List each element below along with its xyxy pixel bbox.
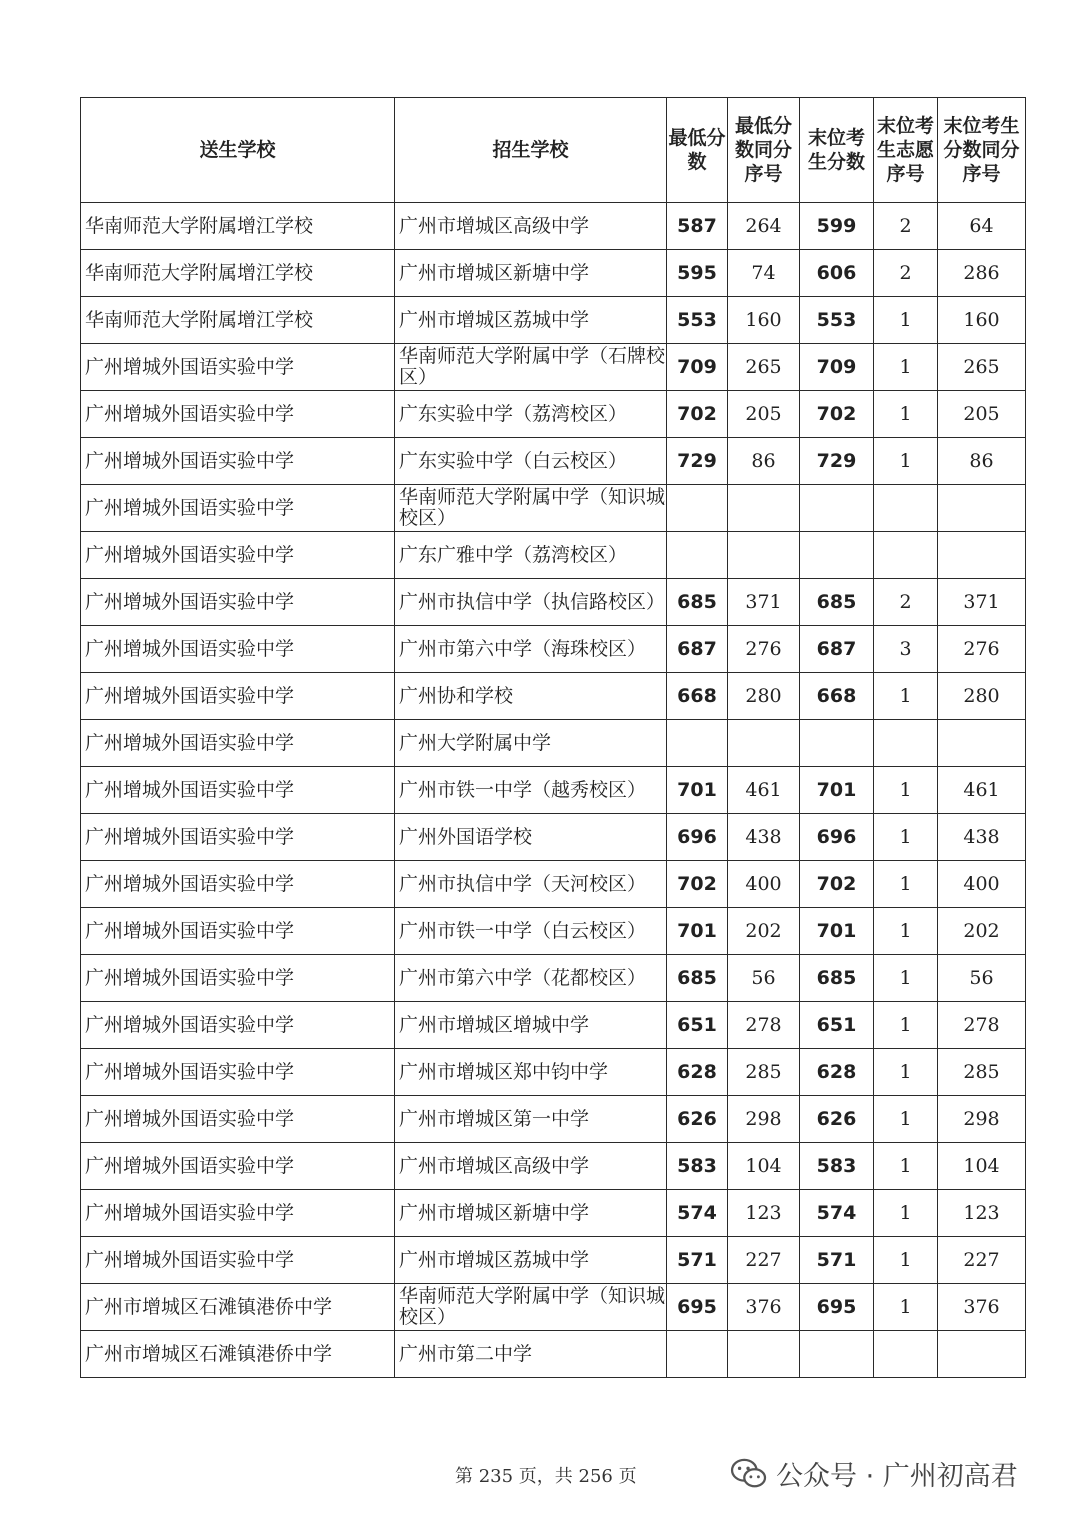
cell-last-student-choice: 1 xyxy=(874,908,938,955)
cell-sending-school: 广州增城外国语实验中学 xyxy=(81,720,395,767)
cell-last-student-tie-rank: 285 xyxy=(938,1049,1026,1096)
cell-last-student-score: 628 xyxy=(800,1049,874,1096)
cell-last-student-tie-rank: 286 xyxy=(938,250,1026,297)
cell-min-score: 587 xyxy=(667,203,728,250)
page-number: 第 235 页，共 256 页 xyxy=(455,1466,637,1487)
cell-sending-school: 广州增城外国语实验中学 xyxy=(81,1096,395,1143)
cell-last-student-choice: 1 xyxy=(874,1049,938,1096)
cell-min-score-tie-rank xyxy=(728,1331,800,1378)
cell-admitting-school: 华南师范大学附属中学（知识城校区） xyxy=(395,485,667,532)
cell-last-student-score: 701 xyxy=(800,767,874,814)
cell-min-score-tie-rank: 265 xyxy=(728,344,800,391)
header-min-score: 最低分数 xyxy=(667,98,728,203)
cell-last-student-tie-rank: 160 xyxy=(938,297,1026,344)
table-row xyxy=(81,1096,1026,1143)
table-row xyxy=(81,579,1026,626)
cell-min-score-tie-rank: 104 xyxy=(728,1143,800,1190)
cell-min-score-tie-rank: 227 xyxy=(728,1237,800,1284)
wechat-icon xyxy=(730,1458,768,1490)
table-row xyxy=(81,203,1026,250)
cell-min-score: 729 xyxy=(667,438,728,485)
cell-min-score-tie-rank: 438 xyxy=(728,814,800,861)
cell-min-score: 628 xyxy=(667,1049,728,1096)
cell-last-student-score: 606 xyxy=(800,250,874,297)
cell-last-student-choice: 1 xyxy=(874,1284,938,1331)
cell-last-student-score: 574 xyxy=(800,1190,874,1237)
cell-sending-school: 广州增城外国语实验中学 xyxy=(81,344,395,391)
cell-last-student-choice: 1 xyxy=(874,814,938,861)
cell-min-score-tie-rank xyxy=(728,532,800,579)
cell-min-score: 571 xyxy=(667,1237,728,1284)
cell-sending-school: 广州增城外国语实验中学 xyxy=(81,438,395,485)
cell-sending-school: 广州增城外国语实验中学 xyxy=(81,814,395,861)
cell-min-score: 553 xyxy=(667,297,728,344)
cell-sending-school: 广州增城外国语实验中学 xyxy=(81,579,395,626)
cell-last-student-choice xyxy=(874,1331,938,1378)
cell-sending-school: 广州增城外国语实验中学 xyxy=(81,391,395,438)
cell-admitting-school: 广州市增城区荔城中学 xyxy=(395,1237,667,1284)
table-row xyxy=(81,297,1026,344)
table-row xyxy=(81,720,1026,767)
cell-sending-school: 华南师范大学附属增江学校 xyxy=(81,203,395,250)
cell-last-student-score: 651 xyxy=(800,1002,874,1049)
cell-last-student-tie-rank: 56 xyxy=(938,955,1026,1002)
cell-last-student-tie-rank: 278 xyxy=(938,1002,1026,1049)
cell-sending-school: 广州增城外国语实验中学 xyxy=(81,1049,395,1096)
cell-last-student-tie-rank: 265 xyxy=(938,344,1026,391)
cell-last-student-score: 696 xyxy=(800,814,874,861)
cell-min-score-tie-rank: 280 xyxy=(728,673,800,720)
table-row xyxy=(81,1331,1026,1378)
header-row xyxy=(81,98,1026,203)
cell-last-student-choice: 1 xyxy=(874,438,938,485)
cell-admitting-school: 广州市铁一中学（白云校区） xyxy=(395,908,667,955)
cell-sending-school: 广州增城外国语实验中学 xyxy=(81,955,395,1002)
cell-min-score: 687 xyxy=(667,626,728,673)
cell-last-student-score: 583 xyxy=(800,1143,874,1190)
cell-sending-school: 广州增城外国语实验中学 xyxy=(81,767,395,814)
cell-min-score-tie-rank: 202 xyxy=(728,908,800,955)
cell-last-student-choice: 1 xyxy=(874,1002,938,1049)
cell-last-student-tie-rank: 298 xyxy=(938,1096,1026,1143)
cell-min-score: 701 xyxy=(667,908,728,955)
cell-sending-school: 华南师范大学附属增江学校 xyxy=(81,297,395,344)
cell-admitting-school: 广州市增城区增城中学 xyxy=(395,1002,667,1049)
cell-min-score xyxy=(667,720,728,767)
cell-last-student-tie-rank: 205 xyxy=(938,391,1026,438)
cell-min-score: 595 xyxy=(667,250,728,297)
cell-min-score xyxy=(667,532,728,579)
cell-min-score xyxy=(667,485,728,532)
cell-last-student-choice: 1 xyxy=(874,344,938,391)
cell-last-student-choice xyxy=(874,485,938,532)
table-row xyxy=(81,1049,1026,1096)
cell-last-student-score: 685 xyxy=(800,955,874,1002)
cell-last-student-choice: 1 xyxy=(874,767,938,814)
cell-min-score-tie-rank: 264 xyxy=(728,203,800,250)
cell-last-student-tie-rank xyxy=(938,1331,1026,1378)
cell-admitting-school: 广州市增城区高级中学 xyxy=(395,203,667,250)
cell-last-student-choice xyxy=(874,720,938,767)
cell-min-score xyxy=(667,1331,728,1378)
cell-last-student-tie-rank: 202 xyxy=(938,908,1026,955)
table-row xyxy=(81,673,1026,720)
table-row xyxy=(81,861,1026,908)
cell-min-score: 685 xyxy=(667,579,728,626)
cell-admitting-school: 广州市第六中学（花都校区） xyxy=(395,955,667,1002)
header-admitting-school: 招生学校 xyxy=(395,98,667,203)
table-row xyxy=(81,908,1026,955)
table-row xyxy=(81,344,1026,391)
cell-last-student-tie-rank: 276 xyxy=(938,626,1026,673)
cell-last-student-tie-rank: 104 xyxy=(938,1143,1026,1190)
cell-last-student-score xyxy=(800,1331,874,1378)
cell-sending-school: 广州增城外国语实验中学 xyxy=(81,1190,395,1237)
cell-min-score: 626 xyxy=(667,1096,728,1143)
cell-last-student-choice: 1 xyxy=(874,1190,938,1237)
table-row xyxy=(81,1237,1026,1284)
cell-last-student-tie-rank: 123 xyxy=(938,1190,1026,1237)
cell-last-student-choice: 2 xyxy=(874,250,938,297)
cell-admitting-school: 华南师范大学附属中学（石牌校区） xyxy=(395,344,667,391)
cell-min-score-tie-rank xyxy=(728,720,800,767)
cell-min-score-tie-rank: 56 xyxy=(728,955,800,1002)
cell-last-student-score xyxy=(800,532,874,579)
cell-sending-school: 广州增城外国语实验中学 xyxy=(81,673,395,720)
cell-last-student-score: 695 xyxy=(800,1284,874,1331)
cell-min-score-tie-rank: 278 xyxy=(728,1002,800,1049)
table-row xyxy=(81,1143,1026,1190)
cell-admitting-school: 广东实验中学（白云校区） xyxy=(395,438,667,485)
header-last-student-choice: 末位考生志愿序号 xyxy=(874,98,938,203)
table-row xyxy=(81,626,1026,673)
cell-last-student-score: 701 xyxy=(800,908,874,955)
cell-last-student-choice: 1 xyxy=(874,955,938,1002)
cell-last-student-choice: 3 xyxy=(874,626,938,673)
cell-last-student-choice: 2 xyxy=(874,579,938,626)
header-min-score-tie-rank: 最低分数同分序号 xyxy=(728,98,800,203)
cell-min-score-tie-rank: 123 xyxy=(728,1190,800,1237)
table-row xyxy=(81,250,1026,297)
cell-sending-school: 广州增城外国语实验中学 xyxy=(81,1002,395,1049)
cell-min-score-tie-rank: 285 xyxy=(728,1049,800,1096)
cell-last-student-choice: 1 xyxy=(874,1237,938,1284)
cell-admitting-school: 广东实验中学（荔湾校区） xyxy=(395,391,667,438)
cell-last-student-choice: 1 xyxy=(874,391,938,438)
cell-min-score-tie-rank: 74 xyxy=(728,250,800,297)
table-row xyxy=(81,767,1026,814)
cell-last-student-score: 702 xyxy=(800,391,874,438)
cell-admitting-school: 广州市增城区新塘中学 xyxy=(395,250,667,297)
cell-min-score: 702 xyxy=(667,861,728,908)
cell-last-student-tie-rank: 280 xyxy=(938,673,1026,720)
cell-last-student-score: 668 xyxy=(800,673,874,720)
table-row xyxy=(81,1284,1026,1331)
cell-last-student-choice: 1 xyxy=(874,673,938,720)
cell-last-student-score xyxy=(800,485,874,532)
cell-last-student-score: 687 xyxy=(800,626,874,673)
cell-last-student-tie-rank: 227 xyxy=(938,1237,1026,1284)
cell-min-score: 583 xyxy=(667,1143,728,1190)
cell-last-student-tie-rank: 64 xyxy=(938,203,1026,250)
cell-admitting-school: 广州市增城区新塘中学 xyxy=(395,1190,667,1237)
cell-sending-school: 广州增城外国语实验中学 xyxy=(81,1143,395,1190)
cell-min-score-tie-rank: 86 xyxy=(728,438,800,485)
header-sending-school: 送生学校 xyxy=(81,98,395,203)
cell-min-score: 574 xyxy=(667,1190,728,1237)
cell-sending-school: 广州增城外国语实验中学 xyxy=(81,1237,395,1284)
cell-last-student-choice: 1 xyxy=(874,861,938,908)
table-row xyxy=(81,814,1026,861)
cell-sending-school: 华南师范大学附属增江学校 xyxy=(81,250,395,297)
header-last-student-tie-rank: 末位考生分数同分序号 xyxy=(938,98,1026,203)
cell-last-student-choice: 1 xyxy=(874,297,938,344)
cell-last-student-tie-rank xyxy=(938,720,1026,767)
cell-min-score-tie-rank: 461 xyxy=(728,767,800,814)
cell-last-student-choice: 2 xyxy=(874,203,938,250)
cell-min-score-tie-rank: 400 xyxy=(728,861,800,908)
cell-last-student-tie-rank: 86 xyxy=(938,438,1026,485)
page-footer xyxy=(0,1460,1080,1490)
cell-min-score-tie-rank: 205 xyxy=(728,391,800,438)
cell-last-student-tie-rank xyxy=(938,485,1026,532)
cell-admitting-school: 广州市第二中学 xyxy=(395,1331,667,1378)
cell-admitting-school: 华南师范大学附属中学（知识城校区） xyxy=(395,1284,667,1331)
cell-last-student-choice: 1 xyxy=(874,1143,938,1190)
cell-last-student-tie-rank: 461 xyxy=(938,767,1026,814)
cell-admitting-school: 广州外国语学校 xyxy=(395,814,667,861)
table-row xyxy=(81,1190,1026,1237)
cell-min-score-tie-rank: 276 xyxy=(728,626,800,673)
table-row xyxy=(81,955,1026,1002)
admission-table xyxy=(80,97,1026,1378)
table-row xyxy=(81,532,1026,579)
table-row xyxy=(81,391,1026,438)
cell-min-score: 695 xyxy=(667,1284,728,1331)
cell-admitting-school: 广东广雅中学（荔湾校区） xyxy=(395,532,667,579)
cell-last-student-tie-rank xyxy=(938,532,1026,579)
cell-min-score: 668 xyxy=(667,673,728,720)
cell-min-score-tie-rank: 298 xyxy=(728,1096,800,1143)
table-row xyxy=(81,438,1026,485)
cell-sending-school: 广州增城外国语实验中学 xyxy=(81,485,395,532)
cell-min-score: 702 xyxy=(667,391,728,438)
cell-admitting-school: 广州市第六中学（海珠校区） xyxy=(395,626,667,673)
cell-sending-school: 广州市增城区石滩镇港侨中学 xyxy=(81,1284,395,1331)
cell-min-score-tie-rank: 160 xyxy=(728,297,800,344)
cell-last-student-score: 553 xyxy=(800,297,874,344)
cell-admitting-school: 广州市增城区荔城中学 xyxy=(395,297,667,344)
table-body xyxy=(81,203,1026,1378)
cell-sending-school: 广州增城外国语实验中学 xyxy=(81,908,395,955)
watermark xyxy=(730,1454,1018,1493)
header-last-student-score: 末位考生分数 xyxy=(800,98,874,203)
cell-admitting-school: 广州大学附属中学 xyxy=(395,720,667,767)
cell-admitting-school: 广州市铁一中学（越秀校区） xyxy=(395,767,667,814)
cell-sending-school: 广州增城外国语实验中学 xyxy=(81,861,395,908)
cell-last-student-tie-rank: 438 xyxy=(938,814,1026,861)
cell-last-student-score: 571 xyxy=(800,1237,874,1284)
cell-last-student-score: 599 xyxy=(800,203,874,250)
cell-last-student-score xyxy=(800,720,874,767)
cell-last-student-choice: 1 xyxy=(874,1096,938,1143)
cell-sending-school: 广州增城外国语实验中学 xyxy=(81,626,395,673)
cell-min-score: 651 xyxy=(667,1002,728,1049)
table-row xyxy=(81,485,1026,532)
cell-last-student-score: 709 xyxy=(800,344,874,391)
cell-last-student-score: 685 xyxy=(800,579,874,626)
cell-last-student-score: 729 xyxy=(800,438,874,485)
cell-min-score-tie-rank: 371 xyxy=(728,579,800,626)
cell-admitting-school: 广州市增城区郑中钧中学 xyxy=(395,1049,667,1096)
cell-admitting-school: 广州市增城区高级中学 xyxy=(395,1143,667,1190)
cell-min-score-tie-rank: 376 xyxy=(728,1284,800,1331)
cell-last-student-choice xyxy=(874,532,938,579)
cell-last-student-tie-rank: 400 xyxy=(938,861,1026,908)
cell-sending-school: 广州市增城区石滩镇港侨中学 xyxy=(81,1331,395,1378)
table-row xyxy=(81,1002,1026,1049)
watermark-text: 公众号 · 广州初高君 xyxy=(776,1461,1018,1492)
cell-last-student-score: 702 xyxy=(800,861,874,908)
cell-admitting-school: 广州市增城区第一中学 xyxy=(395,1096,667,1143)
cell-min-score: 709 xyxy=(667,344,728,391)
cell-sending-school: 广州增城外国语实验中学 xyxy=(81,532,395,579)
cell-min-score: 701 xyxy=(667,767,728,814)
cell-min-score: 685 xyxy=(667,955,728,1002)
cell-admitting-school: 广州市执信中学（天河校区） xyxy=(395,861,667,908)
cell-last-student-tie-rank: 376 xyxy=(938,1284,1026,1331)
cell-admitting-school: 广州协和学校 xyxy=(395,673,667,720)
cell-last-student-tie-rank: 371 xyxy=(938,579,1026,626)
cell-min-score-tie-rank xyxy=(728,485,800,532)
cell-last-student-score: 626 xyxy=(800,1096,874,1143)
cell-min-score: 696 xyxy=(667,814,728,861)
cell-admitting-school: 广州市执信中学（执信路校区） xyxy=(395,579,667,626)
